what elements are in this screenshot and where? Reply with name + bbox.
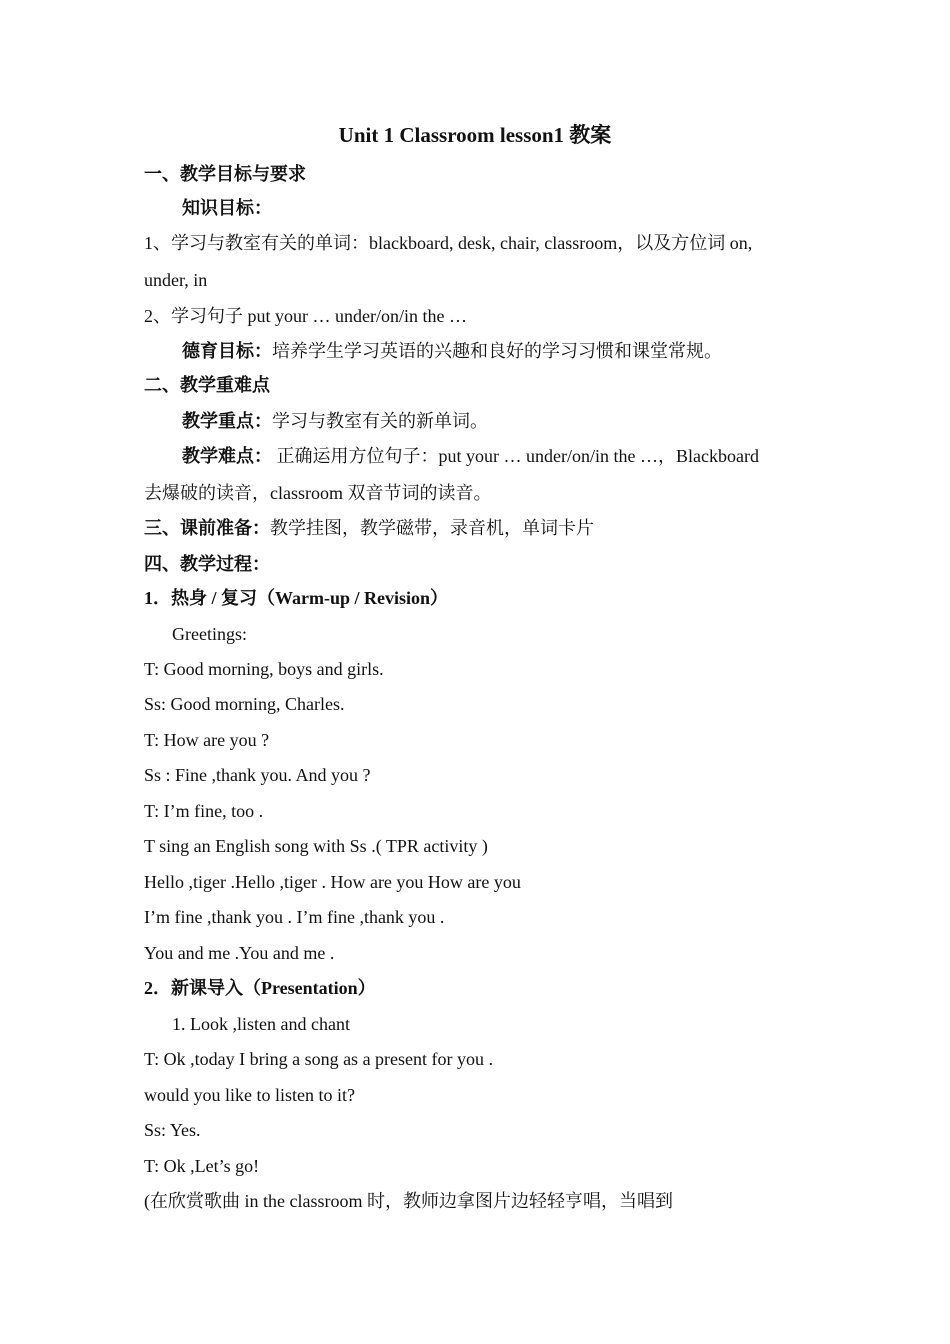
difficult-point xyxy=(182,442,808,470)
difficult-point-label: 教学难点： xyxy=(182,446,272,466)
dialogue-line: T: Good morning, boys and girls. xyxy=(144,659,384,679)
section-heading-process: 四、教学过程： xyxy=(144,554,270,574)
dialogue-line: T: Ok ,Let’s go! xyxy=(144,1156,260,1176)
difficult-point-cont: 去爆破的读音，classroom 双音节词的读音。 xyxy=(144,483,492,503)
song-lyric-line: Hello ,tiger .Hello ,tiger . How are you How are you xyxy=(144,872,521,892)
key-point xyxy=(182,407,852,435)
dialogue-line: T: Ok ,today I bring a song as a present for you . xyxy=(144,1049,494,1069)
dialogue-line: Ss: Good morning, Charles. xyxy=(144,694,345,714)
song-lyric-line: You and me .You and me . xyxy=(144,943,335,963)
song-lyric-line: I’m fine ,thank you . I’m fine ,thank you . xyxy=(144,907,445,927)
preparation-text: 教学挂图，教学磁带，录音机，单词卡片 xyxy=(270,518,594,538)
preparation-label: 三、课前准备： xyxy=(144,518,270,538)
greetings-label: Greetings: xyxy=(172,624,247,644)
knowledge-item-1: 1、学习与教室有关的单词：blackboard, desk, chair, classroom，以及方位词 on, xyxy=(144,233,753,253)
document-title: Unit 1 Classroom lesson1 教案 xyxy=(338,123,612,147)
knowledge-goal-label: 知识目标： xyxy=(182,198,272,218)
step-presentation-heading: 2．新课导入（Presentation） xyxy=(144,978,376,998)
dialogue-line: Ss: Yes. xyxy=(144,1120,201,1140)
preparation xyxy=(144,514,814,542)
section-heading-objectives: 一、教学目标与要求 xyxy=(144,164,306,184)
moral-goal-label: 德育目标： xyxy=(182,341,272,361)
moral-goal-text: 培养学生学习英语的兴趣和良好的学习习惯和课堂常规。 xyxy=(272,341,722,361)
sub-activity-label: 1. Look ,listen and chant xyxy=(172,1014,350,1034)
dialogue-line: Ss : Fine ,thank you. And you ? xyxy=(144,765,371,785)
knowledge-item-1-cont: under, in xyxy=(144,270,208,290)
dialogue-line: T: I’m fine, too . xyxy=(144,801,264,821)
key-point-text: 学习与教室有关的新单词。 xyxy=(272,411,488,431)
knowledge-item-2: 2、学习句子 put your … under/on/in the … xyxy=(144,306,467,326)
key-point-label: 教学重点： xyxy=(182,411,272,431)
step-warmup-heading: 1．热身 / 复习（Warm-up / Revision） xyxy=(144,588,449,608)
section-heading-key-points: 二、教学重难点 xyxy=(144,375,270,395)
teaching-note: (在欣赏歌曲 in the classroom 时，教师边拿图片边轻轻亨唱，当唱到 xyxy=(144,1191,673,1211)
dialogue-line: T sing an English song with Ss .( TPR activity ) xyxy=(144,836,488,856)
difficult-point-text: 正确运用方位句子：put your … under/on/in the …，Blackboard xyxy=(272,446,759,466)
dialogue-line: T: How are you ? xyxy=(144,730,270,750)
dialogue-line: would you like to listen to it? xyxy=(144,1085,355,1105)
moral-goal xyxy=(182,337,852,365)
